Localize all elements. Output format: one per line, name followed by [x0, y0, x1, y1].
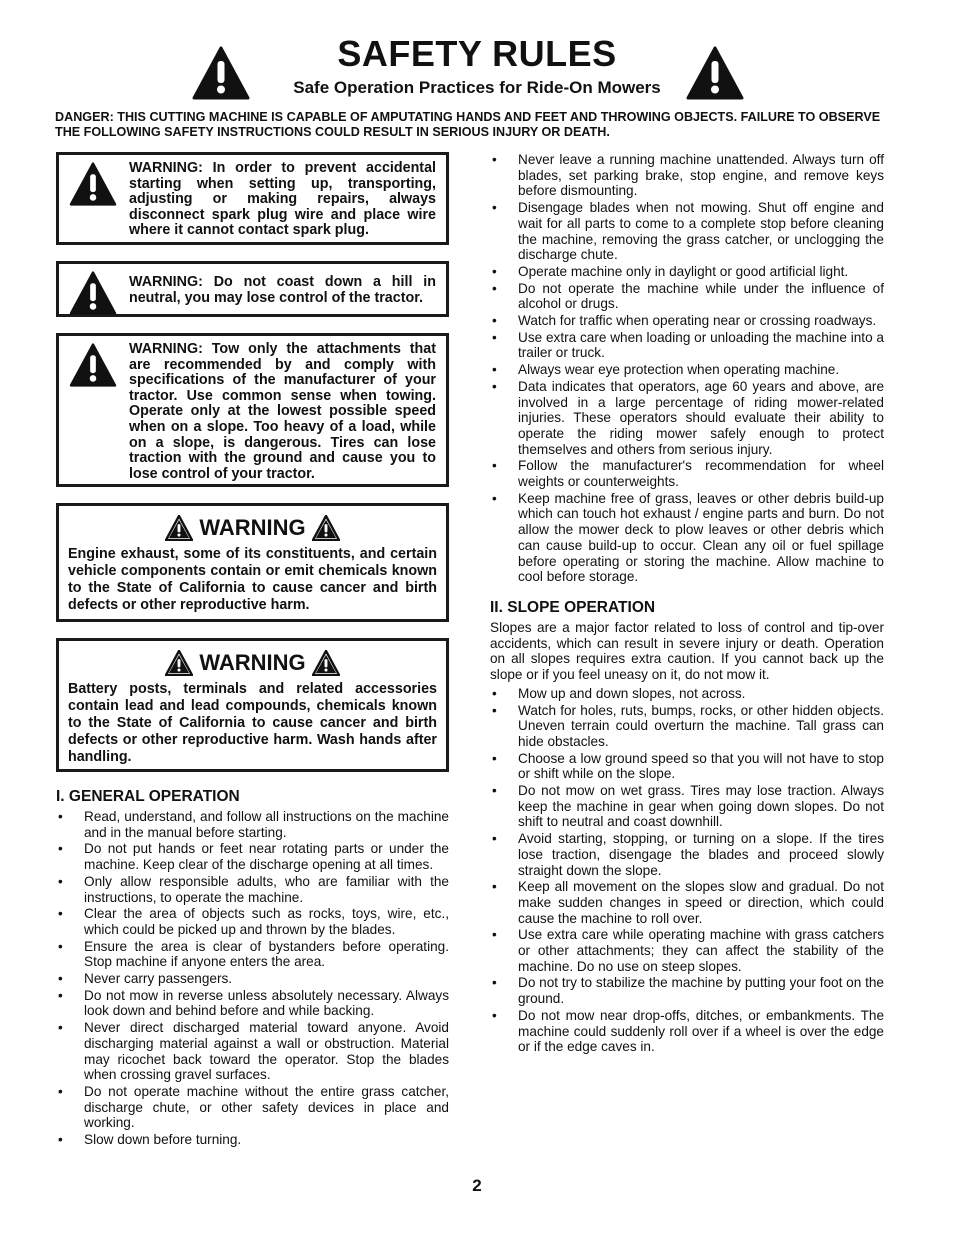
warning-heading [68, 649, 437, 677]
list-item: • Mow up and down slopes, not across. [492, 685, 746, 701]
list-item: • Data indicates that operators, age 60 years and above, are involved in a large percentage of riding mower-related injuries. These operators should evaluate their ability to operate the riding mower safely enough to protect themselves and others from serious injury. [492, 378, 884, 457]
warning-triangle-icon [165, 650, 193, 676]
section-title-slope: II. SLOPE OPERATION [490, 598, 656, 616]
list-item: • Avoid starting, stopping, or turning on a slope. If the tires lose traction, disengage the blades and proceed slowly straight down the slope. [492, 831, 884, 878]
list-item: • Clear the area of objects such as rocks, toys, wire, etc., which could be picked up and thrown by the blades. [58, 906, 449, 937]
warning-text: WARNING: In order to prevent accidental starting when setting up, transporting, adjusting or making repairs, always disconnect spark plug wire and place wire where it cannot contact spark plug. [129, 160, 436, 239]
warning-box-towing [56, 333, 449, 487]
right-column [490, 152, 884, 1056]
california-warning-exhaust [56, 503, 449, 622]
list-item: • Read, understand, and follow all instructions on the machine and in the manual before starting. [58, 809, 449, 840]
page-subtitle: Safe Operation Practices for Ride-On Mowers [293, 78, 661, 97]
california-warning-text: Engine exhaust, some of its constituents, and certain vehicle components contain or emit chemicals known to the State of California to cause cancer and birth defects or other reproductive harm. [68, 546, 437, 613]
warning-text: WARNING: Tow only the attachments that are recommended by and comply with specifications of the manufacturer of your tractor. Use common sense when towing. Operate only at the lowest possible speed when on a slope. Too heavy of a load, while on a slope, is dangerous. Tires can lose traction with the ground and cause you to lose control of your tractor. [129, 341, 436, 482]
list-item: • Follow the manufacturer's recommendation for wheel weights or counterweights. [492, 458, 884, 490]
warning-triangle-icon [312, 515, 340, 541]
warning-box-spark-plug [56, 152, 449, 245]
list-item: • Keep machine free of grass, leaves or other debris build-up which can touch hot exhaust / engine parts and burn. Do not allow the mower deck to plow leaves or other debris which can cause build-up to occur. Clean any oil or fuel spillage before operating or storing the machine. Allow machine to cool before storage. [492, 490, 884, 585]
warning-triangle-icon [69, 162, 117, 206]
general-operation-list-continued [490, 152, 884, 585]
list-item: • Disengage blades when not mowing. Shut off engine and wait for all parts to come to a complete stop before cleaning the machine, removing the grass catcher, or unclogging the discharge chute. [492, 200, 884, 263]
list-item: • Do not mow near drop-offs, ditches, or embankments. The machine could suddenly roll over if a wheel is over the edge or if the edge caves in. [492, 1007, 884, 1055]
page-title: SAFETY RULES [337, 33, 617, 74]
list-item: • Use extra care when loading or unloading the machine into a trailer or truck. [492, 329, 884, 361]
warning-triangle-icon [312, 650, 340, 676]
list-item: • Do not mow in reverse unless absolutely necessary. Always look down and behind before and while backing. [58, 987, 449, 1019]
list-item: • Operate machine only in daylight or good artificial light. [492, 263, 849, 279]
warning-label: WARNING [199, 650, 306, 675]
warning-label: WARNING [199, 515, 306, 540]
list-item: • Choose a low ground speed so that you will not have to stop or shift while on the slope. [492, 750, 884, 782]
section-title-general: I. GENERAL OPERATION [56, 788, 240, 805]
list-item: • Do not operate the machine while under the influence of alcohol or drugs. [492, 280, 884, 312]
list-item: • Do not operate machine without the entire grass catcher, discharge chute, or other safety devices in place and working. [58, 1083, 449, 1131]
list-item: • Never direct discharged material toward anyone. Avoid discharging material against a wall or obstruction. Material may ricochet back toward the operator. Stop the blades when crossing gravel surfaces. [58, 1020, 449, 1083]
list-item: • Keep all movement on the slopes slow and gradual. Do not make sudden changes in speed or direction, which could cause the machine to roll over. [492, 879, 884, 926]
list-item: • Never carry passengers. [58, 971, 233, 987]
list-item: • Do not mow on wet grass. Tires may lose traction. Always keep the machine in gear when going down slopes. Do not shift to neutral and coast downhill. [492, 783, 884, 830]
california-warning-text: Battery posts, terminals and related accessories contain lead and lead compounds, chemicals known to the State of California to cause cancer and birth defects or other reproductive harm. Wash hands after handling. [68, 681, 437, 765]
warning-triangle-icon [69, 343, 117, 387]
warning-heading [68, 514, 437, 542]
list-item: • Watch for traffic when operating near or crossing roadways. [492, 313, 877, 329]
list-item: • Watch for holes, ruts, bumps, rocks, or other hidden objects. Uneven terrain could overturn the machine. Tall grass can hide obstacles. [492, 702, 884, 749]
list-item: • Always wear eye protection when operating machine. [492, 362, 840, 378]
general-operation-list [56, 809, 449, 1148]
slope-operation-list [490, 686, 884, 1055]
slope-intro: Slopes are a major factor related to loss of control and tip-over accidents, which can result in severe injury or death. Operation on all slopes requires extra caution. If you cannot back up the slope or if you feel uneasy on it, do not mow it. [490, 619, 884, 683]
list-item: • Do not put hands or feet near rotating parts or under the machine. Keep clear of the discharge opening at all times. [58, 841, 449, 873]
california-warning-battery [56, 638, 449, 772]
warning-text: WARNING: Do not coast down a hill in neutral, you may lose control of the tractor. [129, 274, 436, 306]
list-item: • Slow down before turning. [58, 1132, 242, 1148]
danger-statement: DANGER: THIS CUTTING MACHINE IS CAPABLE OF AMPUTATING HANDS AND FEET AND THROWING OBJECTS. FAILURE TO OBSERVE THE FOLLOWING SAFETY INSTRUCTIONS COULD RESULT IN SERIOUS INJURY OR DEATH. [55, 110, 881, 139]
left-column [56, 152, 449, 1149]
warning-box-coast [56, 261, 449, 317]
warning-triangle-icon [69, 271, 117, 315]
list-item: • Use extra care while operating machine with grass catchers or other attachments; they can affect the stability of the machine. Do no use on steep slopes. [492, 927, 884, 974]
list-item: • Only allow responsible adults, who are familiar with the instructions, to operate the machine. [58, 873, 449, 905]
page-number: 2 [472, 1176, 482, 1195]
list-item: • Ensure the area is clear of bystanders before operating. Stop machine if anyone enters the area. [58, 938, 449, 970]
list-item: • Do not try to stabilize the machine by putting your foot on the ground. [492, 975, 884, 1007]
warning-triangle-icon [165, 515, 193, 541]
list-item: • Never leave a running machine unattended. Always turn off blades, set parking brake, stop engine, and remove keys before dismounting. [492, 152, 884, 199]
